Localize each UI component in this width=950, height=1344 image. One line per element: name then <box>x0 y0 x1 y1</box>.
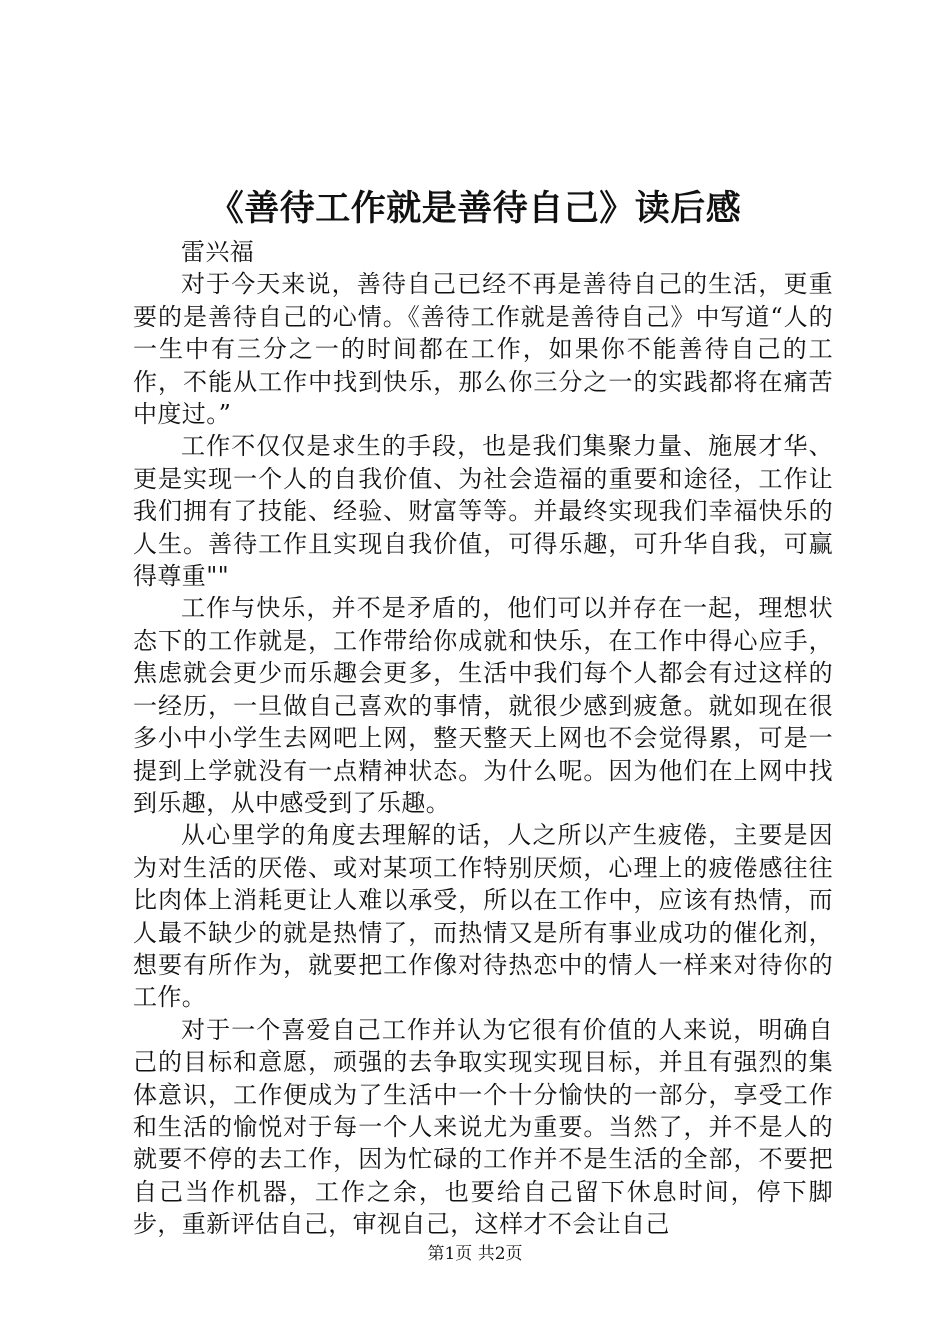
body-paragraph: 从心里学的角度去理解的话，人之所以产生疲倦，主要是因为对生活的厌倦、或对某项工作特别厌烦，心理上的疲倦感往往比肉体上消耗更让人难以承受，所以在工作中，应该有热情，而人最不缺少的就是热情了，而热情又是所有事业成功的催化剂，想要有所作为，就要把工作像对待热恋中的情人一样来对待你的工作。 <box>133 821 833 1012</box>
body-paragraph: 工作与快乐，并不是矛盾的，他们可以并存在一起，理想状态下的工作就是，工作带给你成就和快乐，在工作中得心应手，焦虑就会更少而乐趣会更多，生活中我们每个人都会有过这样的一经历，一旦做自己喜欢的事情，就很少感到疲惫。就如现在很多小中小学生去网吧上网，整天整天上网也不会觉得累，可是一提到上学就没有一点精神状态。为什么呢。因为他们在上网中找到乐趣，从中感受到了乐趣。 <box>133 594 833 817</box>
body-paragraph: 对于今天来说，善待自己已经不再是善待自己的生活，更重要的是善待自己的心情。《善待工作就是善待自己》中写道“人的一生中有三分之一的时间都在工作，如果你不能善待自己的工作，不能从工作中找到快乐，那么你三分之一的实践都将在痛苦中度过。” <box>133 270 833 429</box>
body-paragraph: 对于一个喜爱自己工作并认为它很有价值的人来说，明确自己的目标和意愿，顽强的去争取实现实现目标，并且有强烈的集体意识，工作便成为了生活中一个十分愉快的一部分，享受工作和生活的愉悦对于每一个人来说尤为重要。当然了，并不是人的就要不停的去工作，因为忙碌的工作并不是生活的全部，不要把自己当作机器，工作之余，也要给自己留下休息时间，停下脚步，重新评估自己，审视自己，这样才不会让自己 <box>133 1015 833 1239</box>
author-name: 雷兴福 <box>181 238 255 266</box>
page-number-footer: 第1页 共2页 <box>427 1244 523 1264</box>
document-title: 《善待工作就是善待自己》读后感 <box>208 188 742 229</box>
body-paragraph: 工作不仅仅是求生的手段，也是我们集聚力量、施展才华、更是实现一个人的自我价值、为社会造福的重要和途径，工作让我们拥有了技能、经验、财富等等。并最终实现我们幸福快乐的人生。善待工作且实现自我价值，可得乐趣，可升华自我，可赢得尊重"" <box>133 432 833 591</box>
document-body <box>133 236 833 1241</box>
